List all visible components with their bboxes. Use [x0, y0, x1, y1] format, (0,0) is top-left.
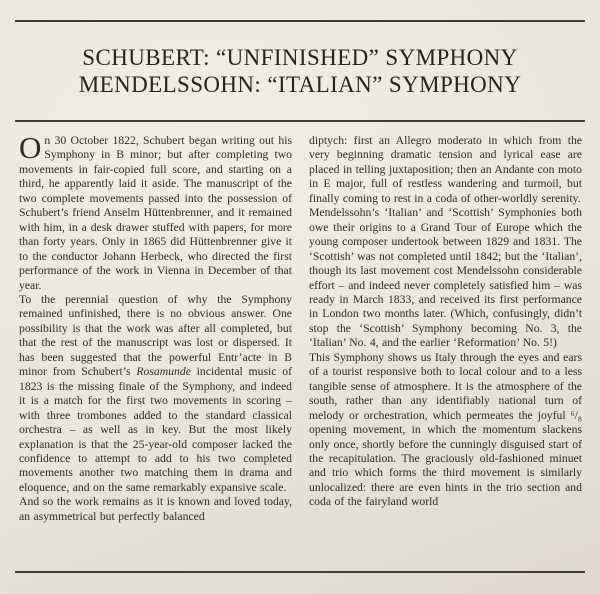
body-columns: [19, 134, 582, 568]
left-column: [19, 134, 292, 568]
right-column: [309, 134, 582, 568]
paragraph: Mendelssohn’s ‘Italian’ and ‘Scottish’ Symphonies both owe their origins to a Grand Tour of Europe which the young composer undertook between 1829 and 1831. The ‘Scottish’ was not completed until 1842; but the ‘Italian’, though its last movement cost Mendelssohn considerable effort – and indeed never completely satisfied him – was ready in March 1833, and received its first performance in London two months later. (Which, confusingly, didn’t stop the ‘Scottish’ Symphony becoming No. 3, the ‘Italian’ No. 4, and the earlier ‘Reformation’ No. 5!): [309, 206, 582, 350]
top-rule: [15, 20, 585, 22]
drop-cap: O: [19, 134, 42, 165]
paragraph: And so the work remains as it is known and loved today, an asymmetrical but perfectly balanced: [19, 495, 292, 523]
title-line-2: MENDELSSOHN: “ITALIAN” SYMPHONY: [78, 72, 522, 97]
bottom-rule: [15, 571, 585, 573]
title-line-1: SCHUBERT: “UNFINISHED” SYMPHONY: [82, 45, 518, 70]
title-block: [0, 44, 600, 98]
divider-rule: [15, 120, 585, 122]
paragraph: On 30 October 1822, Schubert began writing out his Symphony in B minor; but after completing two movements in fair-copied full score, and starting on a third, he apparently laid it aside. The manuscript of the two complete movements passed into the possession of Schubert’s friend Anselm Hüttenbrenner, and it remained with him, in a desk drawer stuffed with papers, for more than forty years. Only in 1865 did Hüttenbrenner give it to the conductor Johann Herbeck, who directed the first performance of the work in Vienna in December of that year.: [19, 134, 292, 292]
paragraph: diptych: first an Allegro moderato in which from the very beginning dramatic tension and lyrical ease are placed in telling juxtaposition; then an Andante con moto in E major, full of restless wandering and turmoil, but finally coming to rest in a coda of other-worldly serenity.: [309, 134, 582, 205]
paragraph: To the perennial question of why the Symphony remained unfinished, there is no obvious answer. One possibility is that the work was after all completed, but that the rest of the manuscript was lost or dispersed. It has been suggested that the powerful Entr’acte in B minor from Schubert’s Rosamunde incidental music of 1823 is the missing finale of the Symphony, and indeed it is a match for the first two movements in scoring – with three trombones added to the standard classical orchestra – as well as in key. But the most likely explanation is that the 25-year-old composer lacked the confidence to attempt to add to his two completed movements another two matching them in drama and eloquence, and on the same remarkably expansive scale.: [19, 292, 292, 494]
paragraph: This Symphony shows us Italy through the eyes and ears of a tourist responsive both to local colour and to a less tangible sense of atmosphere. It is the atmosphere of the south, rather than any identifiably national turn of melody or orchestration, which permeates the joyful ⁶/₈ opening movement, in which the momentum slackens only once, shortly before the cunningly disguised start of the recapitulation. The graciously old-fashioned minuet and trio which forms the third movement is similarly unlocalized: there are even hints in the trio section and coda of the fairyland world: [309, 350, 582, 509]
